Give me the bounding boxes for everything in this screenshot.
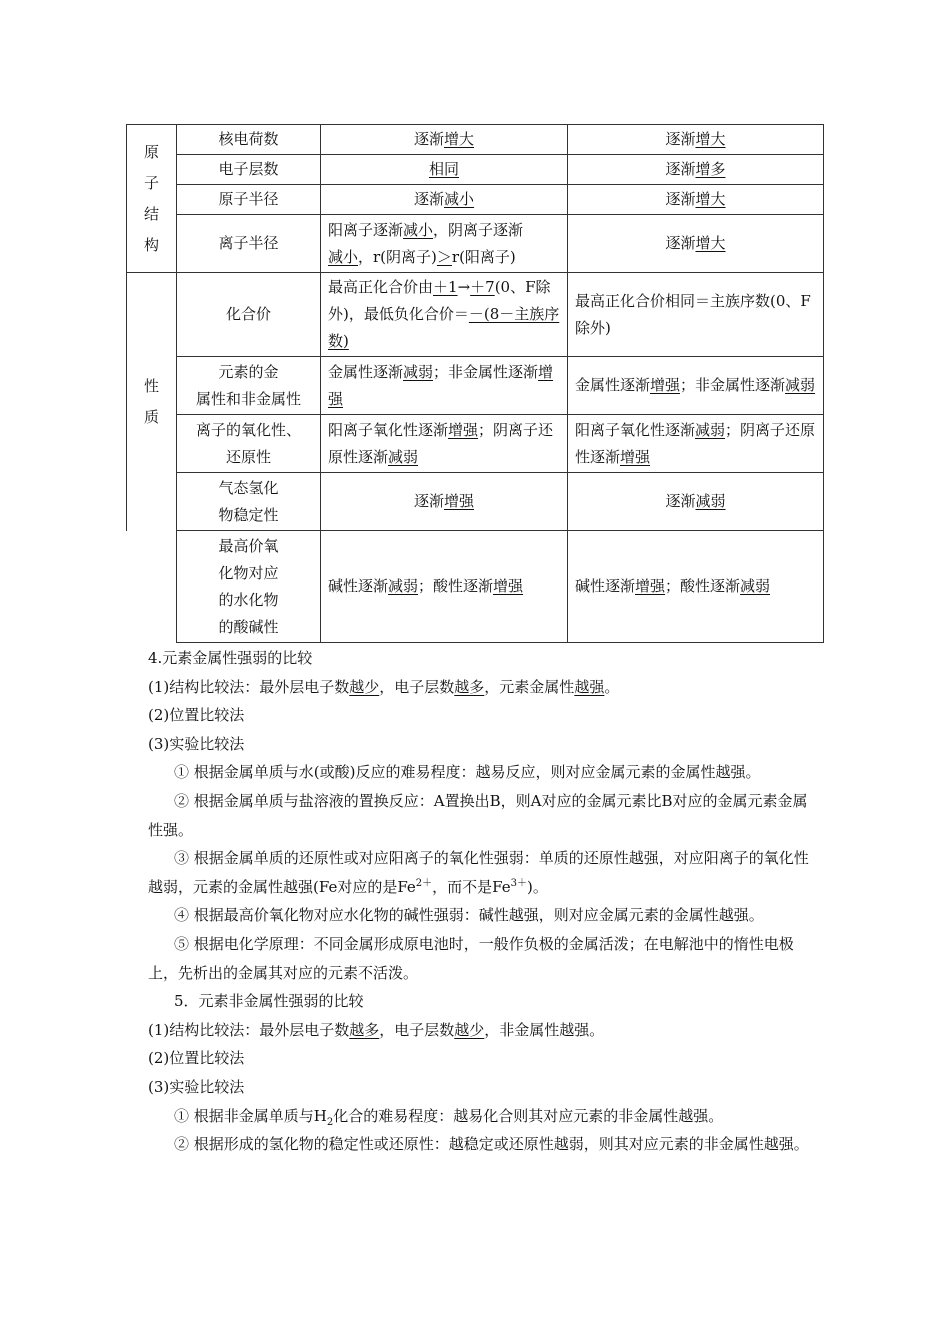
period-trend: 碱性逐渐减弱；酸性逐渐增强 — [321, 531, 568, 643]
table-row — [127, 473, 824, 531]
period-trend: 逐渐增强 — [321, 473, 568, 531]
period-trend: 最高正化合价由＋1→＋7(0、F除外)，最低负化合价＝－(8－主族序数) — [321, 273, 568, 357]
property-name: 气态氢化 物稳定性 — [177, 473, 321, 531]
table-row — [127, 531, 824, 643]
property-name: 最高价氧 化物对应 的水化物 的酸碱性 — [177, 531, 321, 643]
table-row — [127, 415, 824, 473]
group-trend: 金属性逐渐增强；非金属性逐渐减弱 — [568, 357, 824, 415]
paragraph: (1)结构比较法：最外层电子数越少，电子层数越多，元素金属性越强。 — [148, 677, 620, 696]
paragraph: (3)实验比较法 — [148, 1077, 245, 1096]
group-trend: 最高正化合价相同＝主族序数(0、F除外) — [568, 273, 824, 357]
table-row — [127, 125, 824, 155]
group-trend: 逐渐增大 — [568, 185, 824, 215]
group-trend: 逐渐增多 — [568, 155, 824, 185]
property-name: 原子半径 — [177, 185, 321, 215]
period-trend: 相同 — [321, 155, 568, 185]
list-item: ③ 根据金属单质的还原性或对应阳离子的氧化性强弱：单质的还原性越强，对应阳离子的氧化性越弱，元素的金属性越强(Fe对应的是$Fe^{2+}$，而不是$Fe^{3+}$)。 — [148, 849, 809, 896]
property-name: 核电荷数 — [177, 125, 321, 155]
group-trend: 阳离子氧化性逐渐减弱；阴离子还原性逐渐增强 — [568, 415, 824, 473]
table-row — [127, 215, 824, 273]
paragraph: (2)位置比较法 — [148, 706, 245, 725]
period-trend: 逐渐减小 — [321, 185, 568, 215]
empty-cell — [127, 531, 177, 643]
period-trend: 阳离子氧化性逐渐增强；阴离子还原性逐渐减弱 — [321, 415, 568, 473]
list-item: ② 根据金属单质与盐溶液的置换反应：A置换出B，则A对应的金属元素比B对应的金属元素金属性强。 — [148, 791, 808, 839]
list-item: ① 根据非金属单质与$H_2$化合的难易程度：越易化合则其对应元素的非金属性越强。 — [174, 1106, 724, 1128]
paragraph: (1)结构比较法：最外层电子数越多，电子层数越少，非金属性越强。 — [148, 1020, 605, 1039]
paragraph: (2)位置比较法 — [148, 1049, 245, 1068]
period-trend: 阳离子逐渐减小，阴离子逐渐 减小，r(阴离子)＞r(阳离子) — [321, 215, 568, 273]
body-text — [148, 644, 810, 1159]
periodic-trend-table — [126, 124, 824, 643]
category-structure: 原 子 结 构 — [127, 125, 177, 273]
list-item: ② 根据形成的氢化物的稳定性或还原性：越稳定或还原性越弱，则其对应元素的非金属性越强。 — [174, 1135, 809, 1154]
period-trend: 金属性逐渐减弱；非金属性逐渐增强 — [321, 357, 568, 415]
property-name: 离子的氧化性、 还原性 — [177, 415, 321, 473]
list-item: ① 根据金属单质与水(或酸)反应的难易程度：越易反应，则对应金属元素的金属性越强。 — [174, 763, 761, 782]
group-trend: 逐渐增大 — [568, 125, 824, 155]
property-name: 离子半径 — [177, 215, 321, 273]
property-name: 化合价 — [177, 273, 321, 357]
group-trend: 逐渐减弱 — [568, 473, 824, 531]
group-trend: 碱性逐渐增强；酸性逐渐减弱 — [568, 531, 824, 643]
table-row — [127, 185, 824, 215]
table-row — [127, 273, 824, 357]
paragraph: (3)实验比较法 — [148, 734, 245, 753]
property-name: 元素的金 属性和非金属性 — [177, 357, 321, 415]
category-properties: 性 质 — [127, 273, 177, 531]
property-name: 电子层数 — [177, 155, 321, 185]
table-row — [127, 357, 824, 415]
section-5-heading: 5．元素非金属性强弱的比较 — [174, 992, 364, 1011]
period-trend: 逐渐增大 — [321, 125, 568, 155]
section-4-heading: 4.元素金属性强弱的比较 — [148, 649, 313, 667]
group-trend: 逐渐增大 — [568, 215, 824, 273]
table-row — [127, 155, 824, 185]
list-item: ⑤ 根据电化学原理：不同金属形成原电池时，一般作负极的金属活泼；在电解池中的惰性电极上，先析出的金属其对应的元素不活泼。 — [148, 934, 794, 982]
list-item: ④ 根据最高价氧化物对应水化物的碱性强弱：碱性越强，则对应金属元素的金属性越强。 — [174, 906, 764, 925]
